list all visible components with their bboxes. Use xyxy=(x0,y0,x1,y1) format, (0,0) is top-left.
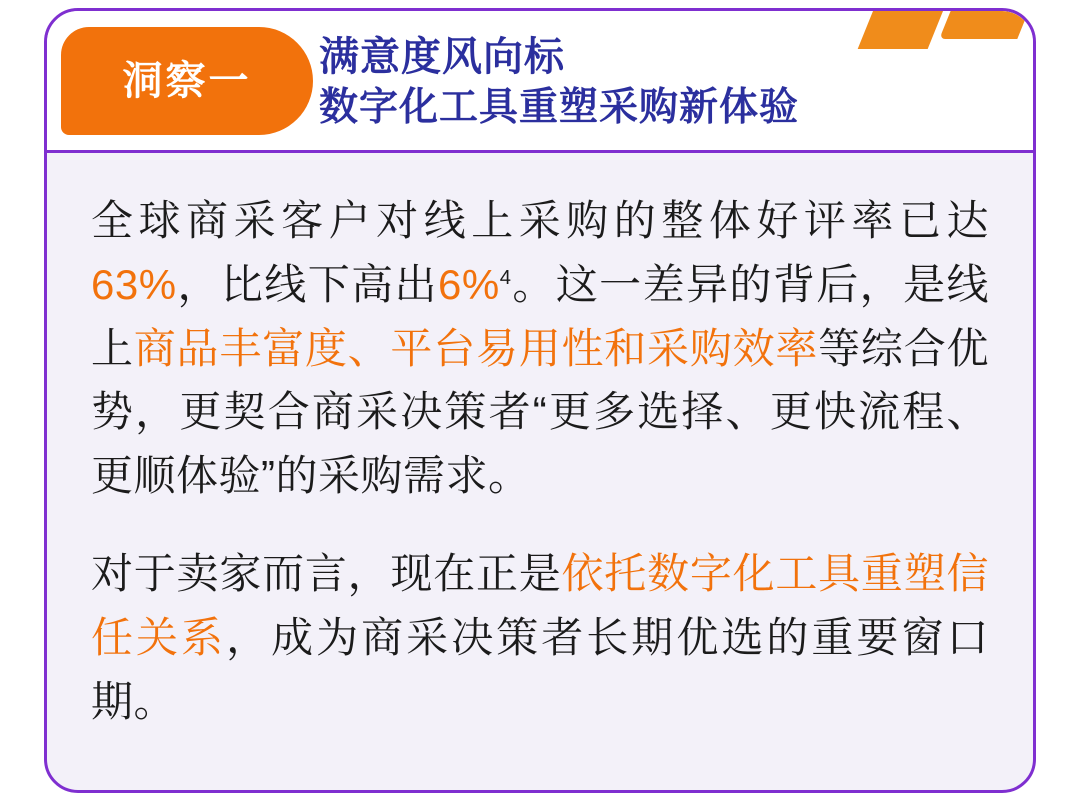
body-text: ，比线下高出 xyxy=(176,260,438,308)
insight-card xyxy=(44,8,1036,793)
page-title: 满意度风向标 xyxy=(319,35,565,79)
highlighted-text: 依托数字化工具重塑信任关系 xyxy=(91,550,989,661)
body-text: ，成为商采决策者长期优选的重要窗口期。 xyxy=(91,613,989,725)
footnote-marker: 4 xyxy=(499,266,512,289)
body-text: 。这一差异的背后，是线上 xyxy=(91,260,989,372)
highlighted-text: 商品丰富度、平台易用性和采购效率 xyxy=(133,324,819,372)
corner-accent-icon xyxy=(858,11,955,49)
page-subtitle: 数字化工具重塑采购新体验 xyxy=(319,85,800,129)
body-paragraph-2 xyxy=(91,542,989,733)
body-text: 全球商采客户对线上采购的整体好评率已达 xyxy=(91,197,989,244)
highlighted-text: 6% xyxy=(437,260,500,308)
card-header xyxy=(47,11,1033,153)
card-body xyxy=(47,153,1033,734)
header-title-group xyxy=(319,33,799,131)
body-text: 等综合优势，更契合商采决策者“更多选择、更快流程、更顺体验”的采购需求。 xyxy=(91,324,989,500)
corner-accent-secondary-icon xyxy=(939,11,1033,39)
insight-badge xyxy=(61,27,313,135)
body-text: 对于卖家而言，现在正是 xyxy=(91,550,562,598)
insight-badge-label: 洞察一 xyxy=(122,59,252,103)
body-paragraph-1 xyxy=(91,189,989,508)
highlighted-text: 63% xyxy=(91,260,177,308)
